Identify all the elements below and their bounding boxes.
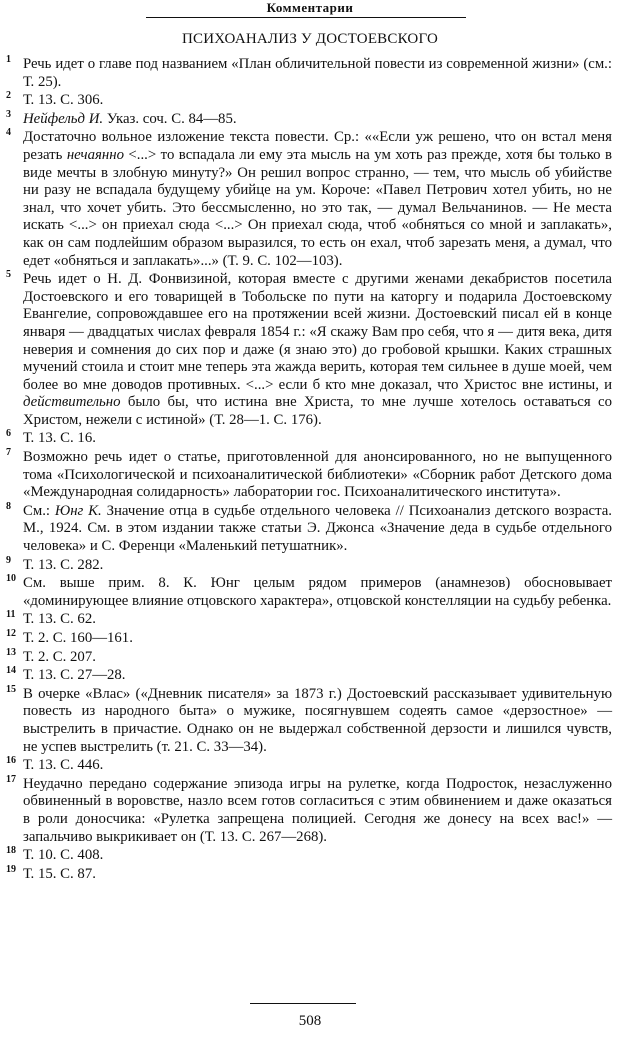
footnote-text: Т. 10. С. 408. bbox=[23, 847, 104, 864]
footnote-2 bbox=[6, 92, 612, 110]
footnote-text: было бы, что истина вне Христа, то мне лучше хотелось оставаться со Христом, нежели с истиной» (Т. 28—1. С. 176). bbox=[23, 394, 612, 428]
footnote-text: Т. 15. С. 87. bbox=[23, 865, 96, 882]
footnote-15 bbox=[6, 683, 612, 756]
footnote-text: Указ. соч. С. 84—85. bbox=[103, 110, 237, 127]
footnote-14 bbox=[6, 667, 612, 685]
footnote-3 bbox=[6, 108, 612, 129]
footnote-4 bbox=[6, 129, 612, 270]
footnote-7 bbox=[6, 449, 612, 502]
footnote-10 bbox=[6, 575, 612, 610]
footnote-number: 14 bbox=[6, 665, 16, 677]
footnote-text: Неудачно передано содержание эпизода игры на рулетке, когда Подросток, незаслуженно обвиненный в воровстве, назло всем готов согласиться с этим обвинением и даже оказаться в роли доносчика: «Рулетка запрещена полицией. Сегодня же донесу на всех вас!» — запальчиво выкрикивает он (Т. 13. С. 267—268). bbox=[23, 775, 612, 845]
footnote-text: Т. 13. С. 306. bbox=[23, 92, 104, 109]
footnote-number: 8 bbox=[6, 500, 11, 512]
footnote-text: Т. 13. С. 446. bbox=[23, 757, 104, 774]
footnote-11 bbox=[6, 611, 612, 629]
footnote-text: В очерке «Влас» («Дневник писателя» за 1873 г.) Достоевский рассказывает удивительную повесть из народного быта» о мужике, посягнувшем содеять самое «дерзостное» — выстрелить в причастие. Однако он не выдержал собственной дерзости и лишился чувств, не успев выстрелить (т. 21. С. 33—34). bbox=[23, 685, 612, 755]
header-rule bbox=[146, 17, 466, 18]
footnote-text: Достаточно вольное изложение текста повести. Ср.: ««Если уж решено, что он встал меня резать bbox=[23, 129, 612, 163]
footnote-number: 12 bbox=[6, 628, 16, 639]
footnote-text: Речь идет о главе под названием «План обличительной повести из современной жизни» (см.: Т. 25). bbox=[23, 56, 612, 90]
footnote-italic-text: действительно bbox=[23, 394, 121, 411]
footnote-number: 1 bbox=[6, 54, 11, 65]
footnote-text: Т. 13. С. 16. bbox=[23, 430, 96, 447]
section-title: ПСИХОАНАЛИЗ У ДОСТОЕВСКОГО bbox=[182, 31, 438, 47]
footnote-number: 11 bbox=[6, 609, 16, 621]
footnote-text: Возможно речь идет о статье, приготовленной для анонсированного, но не выпущенного тома «Психологической и психоаналитической библиотеки» «Сборник работ Детского дома «Международная солидарность» лаборатории гос. Психоаналитического института». bbox=[23, 449, 612, 501]
footnote-number: 16 bbox=[6, 755, 16, 767]
footnote-number: 5 bbox=[6, 269, 11, 281]
footer-rule bbox=[250, 1003, 356, 1004]
footnote-18 bbox=[6, 847, 612, 865]
footnote-italic-text: Нейфельд И. bbox=[23, 110, 104, 127]
footnote-number: 3 bbox=[6, 108, 11, 120]
running-head: Комментарии bbox=[266, 0, 354, 15]
footnote-number: 18 bbox=[6, 845, 16, 857]
footnote-text: См.: bbox=[23, 502, 55, 519]
footnote-number: 17 bbox=[6, 773, 16, 785]
footnote-text: Значение отца в судьбе отдельного человека // Психоанализ детского возраста. М., 1924. См. в этом издании также статьи Э. Джонса «Значение деда в судьбе отдельного человека» и С. Ференци «Маленький петушатник». bbox=[23, 502, 612, 555]
footnote-text: Т. 2. С. 160—161. bbox=[23, 630, 133, 646]
footnote-6 bbox=[6, 430, 612, 448]
footnote-text: Т. 2. С. 207. bbox=[23, 648, 96, 665]
footnote-italic-text: нечаянно bbox=[66, 146, 124, 163]
footnote-8 bbox=[6, 500, 612, 556]
footnote-16 bbox=[6, 757, 612, 775]
footnote-number: 7 bbox=[6, 447, 11, 459]
footnote-italic-text: Юнг К. bbox=[54, 502, 102, 519]
footnote-9 bbox=[6, 554, 612, 575]
footnote-19 bbox=[6, 863, 612, 884]
footnote-text: <...> то вспадала ли ему эта мысль на ум хоть раз прежде, хотя бы только в виде мечты в злобную минуту?» Он решил вопрос странно, — тем, что мысль об убийстве ни разу не вспадала будущему убийце на ум. Короче: «Павел Петрович хотел убить, но не знал, что хочет убить. Это бессмысленно, но это так, — думал Вельчанинов. — Не места искать <...> он приехал сюда <...> Он приехал сюда, чтоб «обняться со мной и заплакать», как он сам подлейшим образом выразился, то есть он ехал, чтоб зарезать меня, а думал, что едет «обняться и заплакать»...» (Т. 9. С. 102—103). bbox=[23, 146, 612, 269]
footnote-number: 2 bbox=[6, 90, 11, 102]
footnote-5 bbox=[6, 271, 612, 429]
footnote-number: 4 bbox=[6, 127, 11, 139]
footnote-number: 15 bbox=[6, 683, 16, 695]
footnote-text: Речь идет о Н. Д. Фонвизиной, которая вместе с другими женами декабристов посетила Достоевского и его товарищей в Тобольске по пути на каторгу и подарила Достоевскому Евангелие, сопровождавшее его на протяжении всей жизни. Достоевский писал ей в конце января — двадцатых числах февраля 1854 г.: «Я скажу Вам про себя, что я — дитя века, дитя неверия и сомнения до сих пор и даже (я знаю это) до гробовой крышки. Каких страшных мучений стоила и стоит мне теперь эта жажда верить, которая тем сильнее в душе моей, чем более во мне доводов противных. <...> если б кто мне доказал, что Христос вне истины, и bbox=[23, 271, 612, 393]
notes-list bbox=[6, 56, 612, 884]
footnote-number: 9 bbox=[6, 554, 11, 566]
footnote-1 bbox=[6, 56, 612, 91]
footnote-number: 6 bbox=[6, 428, 11, 440]
footnote-text: Т. 13. С. 282. bbox=[23, 556, 104, 573]
footnote-17 bbox=[6, 773, 612, 846]
footnote-number: 13 bbox=[6, 646, 16, 658]
footnote-text: См. выше прим. 8. К. Юнг целым рядом примеров (анамнезов) обосновывает «доминирующее влияние отцовского характера», отцовской констелляции на судьбу ребенка. bbox=[23, 575, 612, 609]
footnote-text: Т. 13. С. 27—28. bbox=[23, 667, 126, 684]
footnote-13 bbox=[6, 646, 612, 667]
page-number: 508 bbox=[298, 1013, 322, 1029]
footnote-number: 10 bbox=[6, 573, 16, 585]
footnote-12 bbox=[6, 630, 612, 648]
footnote-number: 19 bbox=[6, 863, 16, 875]
footnote-text: Т. 13. С. 62. bbox=[23, 611, 96, 628]
